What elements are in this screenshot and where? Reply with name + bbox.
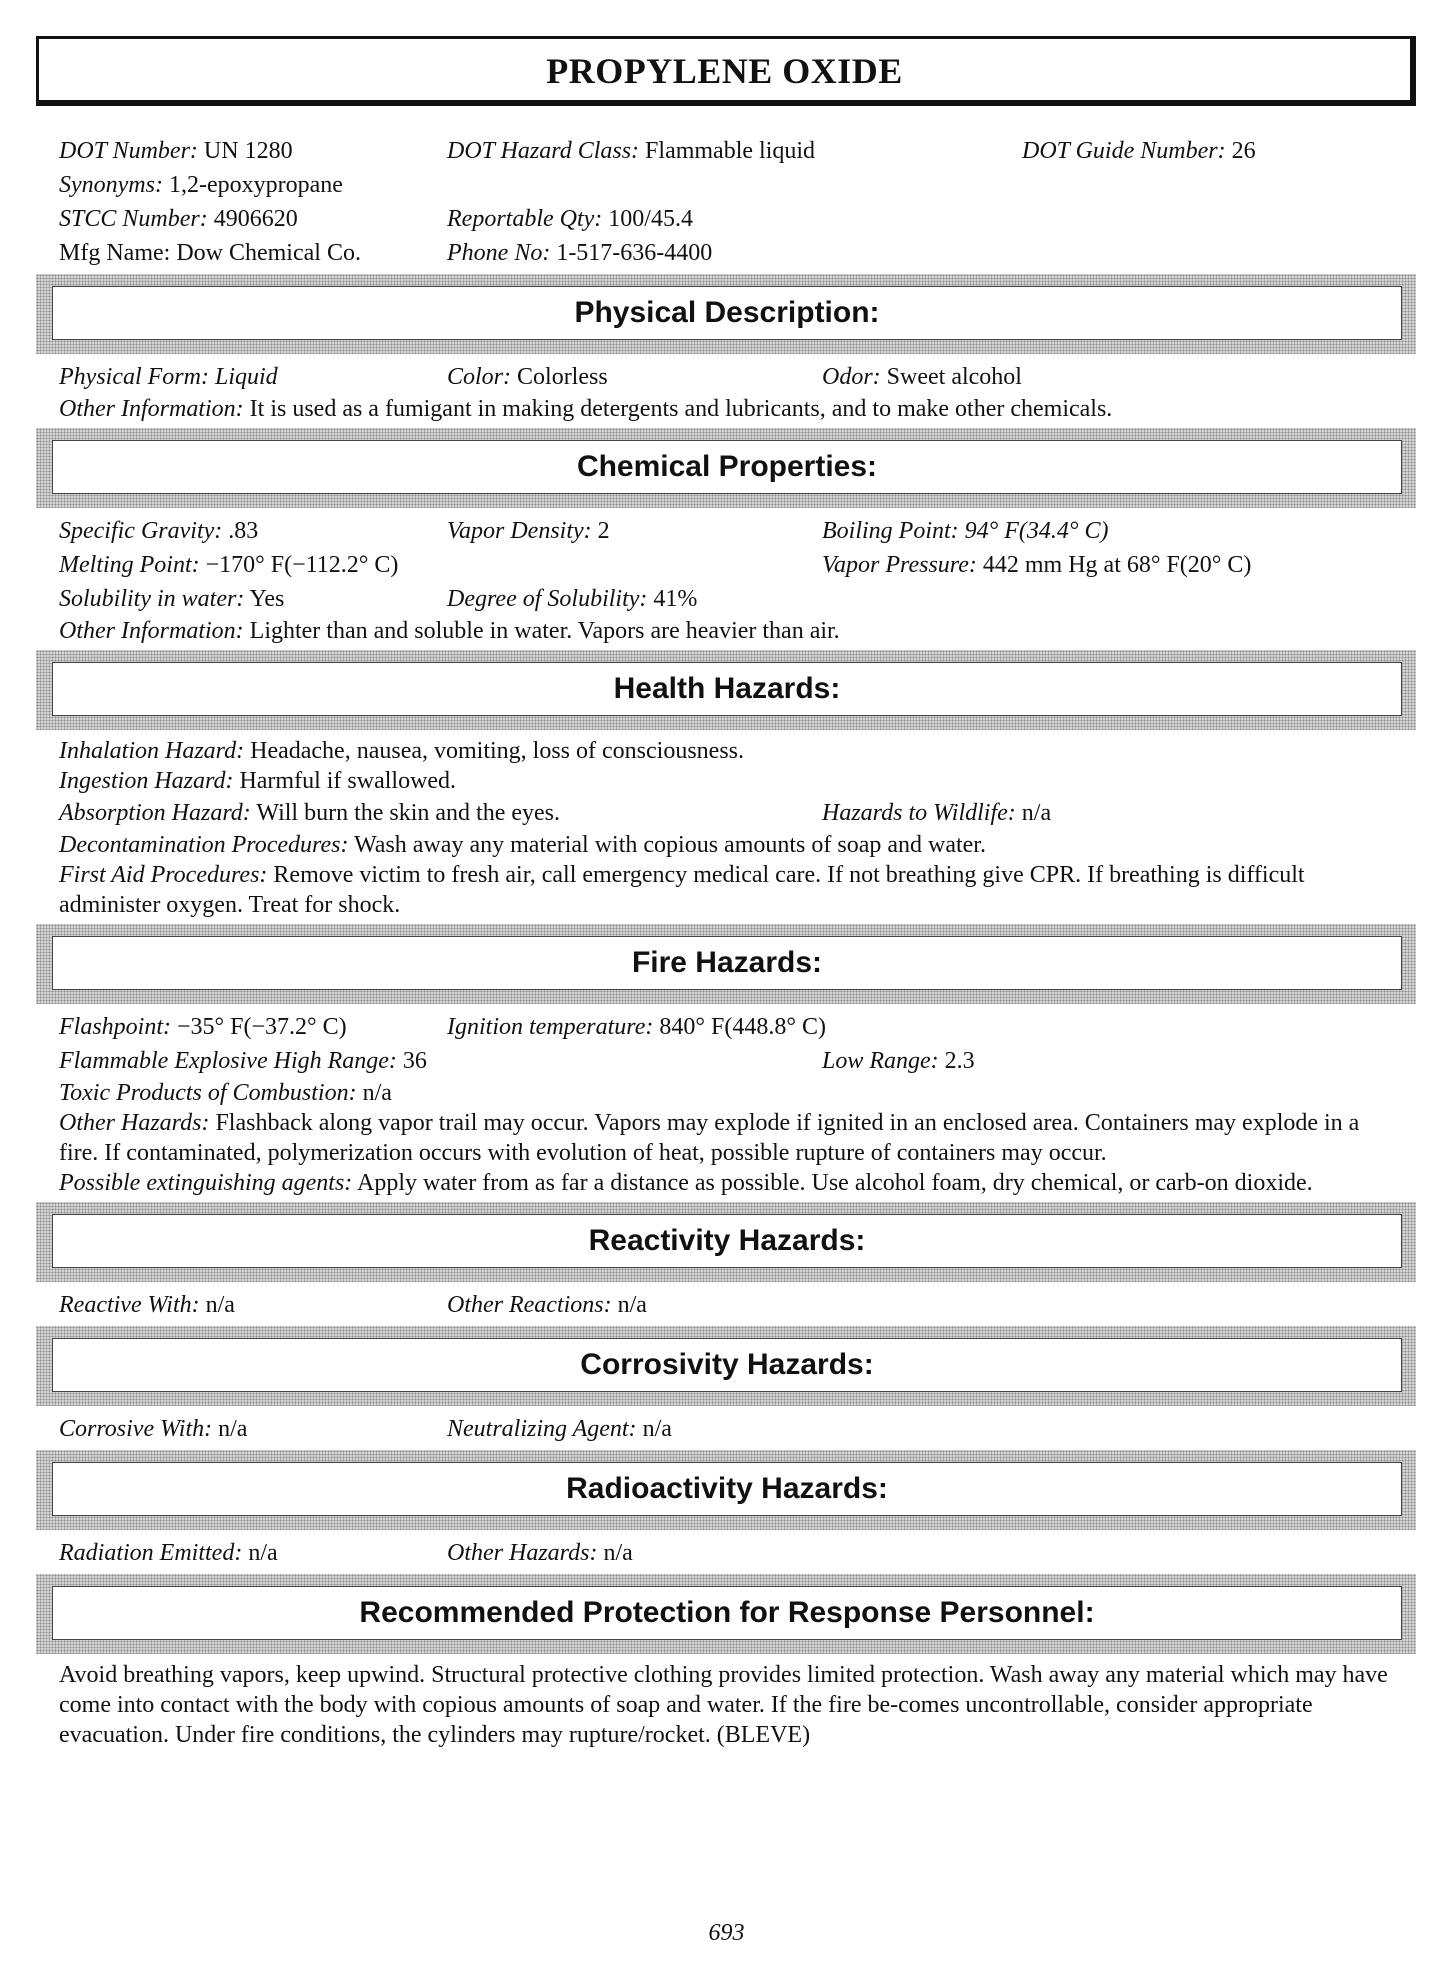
reactivity-row	[36, 1288, 1416, 1322]
corrosivity-hazards-heading: Corrosivity Hazards:	[580, 1348, 874, 1381]
radioactivity-hazards-section-header	[36, 1450, 1416, 1530]
reportable-qty-field: Reportable Qty: 100/45.4	[447, 206, 693, 232]
dot-hazard-class-field: DOT Hazard Class: Flammable liquid	[447, 138, 816, 164]
extinguishing-agents-field: Possible extinguishing agents: Apply water from as far a distance as possible. Use alcohol foam, dry chemical, or carb-on dioxide.	[59, 1170, 1313, 1196]
physical-form-field: Physical Form: Liquid	[59, 364, 278, 390]
page-number: 693	[708, 1920, 745, 1946]
health-row-absorption	[36, 796, 1416, 830]
protection-text: Avoid breathing vapors, keep upwind. Structural protective clothing provides limited protection. Wash away any material which may have come into contact with the body with copious amounts of soap and water. If the fire be-comes uncontrollable, consider appropriate evacuation. Under fire conditions, the cylinders may rupture/rocket. (BLEVE)	[59, 1662, 1388, 1748]
protection-section-header	[36, 1574, 1416, 1654]
wildlife-hazard-field: Hazards to Wildlife: n/a	[822, 800, 1052, 826]
reactivity-hazards-heading: Reactivity Hazards:	[588, 1224, 866, 1257]
corrosive-with-field: Corrosive With: n/a	[59, 1416, 248, 1442]
protection-heading: Recommended Protection for Response Personnel:	[359, 1596, 1095, 1629]
chemical-row-3	[36, 582, 1416, 616]
header-row-3	[36, 202, 1416, 236]
fire-row-2	[36, 1044, 1416, 1078]
health-hazards-section-header	[36, 650, 1416, 730]
corrosivity-row	[36, 1412, 1416, 1446]
ignition-temperature-field: Ignition temperature: 840° F(448.8° C)	[447, 1014, 826, 1040]
physical-other-info: Other Information: It is used as a fumigant in making detergents and lubricants, and to make other chemicals.	[59, 396, 1113, 422]
fire-hazards-heading: Fire Hazards:	[631, 946, 823, 979]
low-range-field: Low Range: 2.3	[822, 1048, 975, 1074]
flashpoint-field: Flashpoint: −35° F(−37.2° C)	[59, 1014, 347, 1040]
header-row-4	[36, 236, 1416, 270]
radioactivity-hazards-heading: Radioactivity Hazards:	[566, 1472, 888, 1505]
vapor-pressure-field: Vapor Pressure: 442 mm Hg at 68° F(20° C)	[822, 552, 1252, 578]
solubility-field: Solubility in water: Yes	[59, 586, 285, 612]
chemical-other-info: Other Information: Lighter than and soluble in water. Vapors are heavier than air.	[59, 618, 840, 644]
decontamination-field: Decontamination Procedures: Wash away any material with copious amounts of soap and water.	[59, 832, 986, 858]
chemical-properties-heading: Chemical Properties:	[576, 450, 878, 483]
degree-solubility-field: Degree of Solubility: 41%	[447, 586, 698, 612]
first-aid-field: First Aid Procedures: Remove victim to fresh air, call emergency medical care. If not breathing give CPR. If breathing is difficult administer oxygen. Treat for shock.	[59, 862, 1305, 918]
radiation-emitted-field: Radiation Emitted: n/a	[59, 1540, 278, 1566]
synonyms-field: Synonyms: 1,2-epoxypropane	[59, 172, 343, 198]
radioactivity-other-hazards-field: Other Hazards: n/a	[447, 1540, 633, 1566]
corrosivity-hazards-section-header	[36, 1326, 1416, 1406]
color-field: Color: Colorless	[447, 364, 608, 390]
ingestion-hazard-field: Ingestion Hazard: Harmful if swallowed.	[59, 768, 457, 794]
odor-field: Odor: Sweet alcohol	[822, 364, 1022, 390]
inhalation-hazard-field: Inhalation Hazard: Headache, nausea, vomiting, loss of consciousness.	[59, 738, 744, 764]
dot-number-field: DOT Number: UN 1280	[59, 138, 293, 164]
radioactivity-row	[36, 1536, 1416, 1570]
reactivity-hazards-section-header	[36, 1202, 1416, 1282]
datasheet-page	[36, 36, 1416, 1750]
physical-description-section-header	[36, 274, 1416, 354]
mfg-name-field: Mfg Name: Dow Chemical Co.	[59, 240, 361, 266]
stcc-number-field: STCC Number: 4906620	[59, 206, 298, 232]
boiling-point-field: Boiling Point: 94° F(34.4° C)	[822, 518, 1109, 544]
chemical-properties-section-header	[36, 428, 1416, 508]
health-hazards-heading: Health Hazards:	[613, 672, 841, 705]
header-row-2	[36, 168, 1416, 202]
dot-guide-number-field: DOT Guide Number: 26	[1022, 138, 1256, 164]
page-title: PROPYLENE OXIDE	[546, 51, 903, 91]
toxic-products-field: Toxic Products of Combustion: n/a	[59, 1080, 392, 1106]
high-range-field: Flammable Explosive High Range: 36	[59, 1048, 427, 1074]
physical-row-1	[36, 360, 1416, 394]
header-row-1	[36, 134, 1416, 168]
other-reactions-field: Other Reactions: n/a	[447, 1292, 647, 1318]
specific-gravity-field: Specific Gravity: .83	[59, 518, 259, 544]
chemical-row-1	[36, 514, 1416, 548]
other-hazards-field: Other Hazards: Flashback along vapor trail may occur. Vapors may explode if ignited in an enclosed area. Containers may explode in a fire. If contaminated, polymerization occurs with evolution of heat, possible rupture of containers may occur.	[59, 1110, 1360, 1166]
fire-hazards-section-header	[36, 924, 1416, 1004]
phone-field: Phone No: 1-517-636-4400	[447, 240, 713, 266]
melting-point-field: Melting Point: −170° F(−112.2° C)	[59, 552, 399, 578]
absorption-hazard-field: Absorption Hazard: Will burn the skin and the eyes.	[59, 800, 561, 826]
chemical-row-2	[36, 548, 1416, 582]
neutralizing-agent-field: Neutralizing Agent: n/a	[447, 1416, 672, 1442]
physical-description-heading: Physical Description:	[574, 296, 880, 329]
reactive-with-field: Reactive With: n/a	[59, 1292, 235, 1318]
fire-row-1	[36, 1010, 1416, 1044]
title-box	[36, 36, 1416, 106]
vapor-density-field: Vapor Density: 2	[447, 518, 610, 544]
